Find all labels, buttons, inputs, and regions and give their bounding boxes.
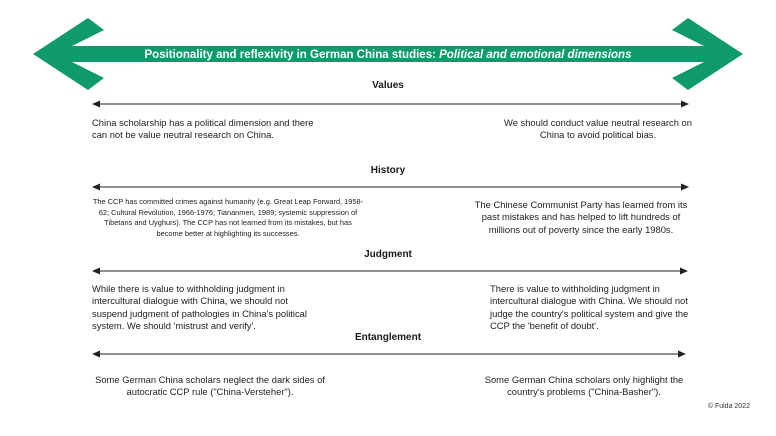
values-right-position: We should conduct value neutral research on China to avoid political bias. [504,117,692,141]
spectrum-arrow-history [0,181,776,193]
judgment-right-position: There is value to withholding judgment in intercultural dialogue with China. We should not judge the country's political system and give the CCP the 'benefit of doubt'. [490,283,689,332]
entanglement-left-position: Some German China scholars neglect the dark sides of autocratic CCP rule ("China-Versteher"). [95,374,325,398]
section-heading-history: History [370,165,406,176]
spectrum-arrow-values [0,98,776,110]
page-title [75,46,701,64]
entanglement-right-position: Some German China scholars only highlight the country's problems ("China-Basher"). [484,374,684,398]
history-right-position: The Chinese Communist Party has learned from its past mistakes and has helped to lift hundreds of millions out of poverty since the early 1980s. [474,199,688,235]
section-heading-entanglement: Entanglement [354,332,422,343]
section-heading-judgment: Judgment [364,249,412,260]
judgment-left-position: While there is value to withholding judgment in intercultural dialogue with China, we should not suspend judgment of pathologies in China's political system. We should 'mistrust and verify'. [92,283,307,332]
copyright-notice: © Fulda 2022 [707,403,750,410]
section-heading-values: Values [372,80,404,91]
values-left-position: China scholarship has a political dimension and there can not be value neutral research on China. [92,117,314,141]
title-main: Positionality and reflexivity in German China studies: [144,49,436,61]
history-left-position: The CCP has committed crimes against humanity (e.g. Great Leap Forward, 1958-62; Cultural Revolution, 1966-1976; Tiananmen, 1989; systemic suppression of Tibetans and Uyghurs). The CCP has not learned from its mistakes, but has become better at highlighting its successes. [92,197,364,238]
spectrum-arrow-judgment [0,265,776,277]
title-subtitle: Political and emotional dimensions [439,49,632,61]
spectrum-arrow-entanglement [0,348,776,360]
